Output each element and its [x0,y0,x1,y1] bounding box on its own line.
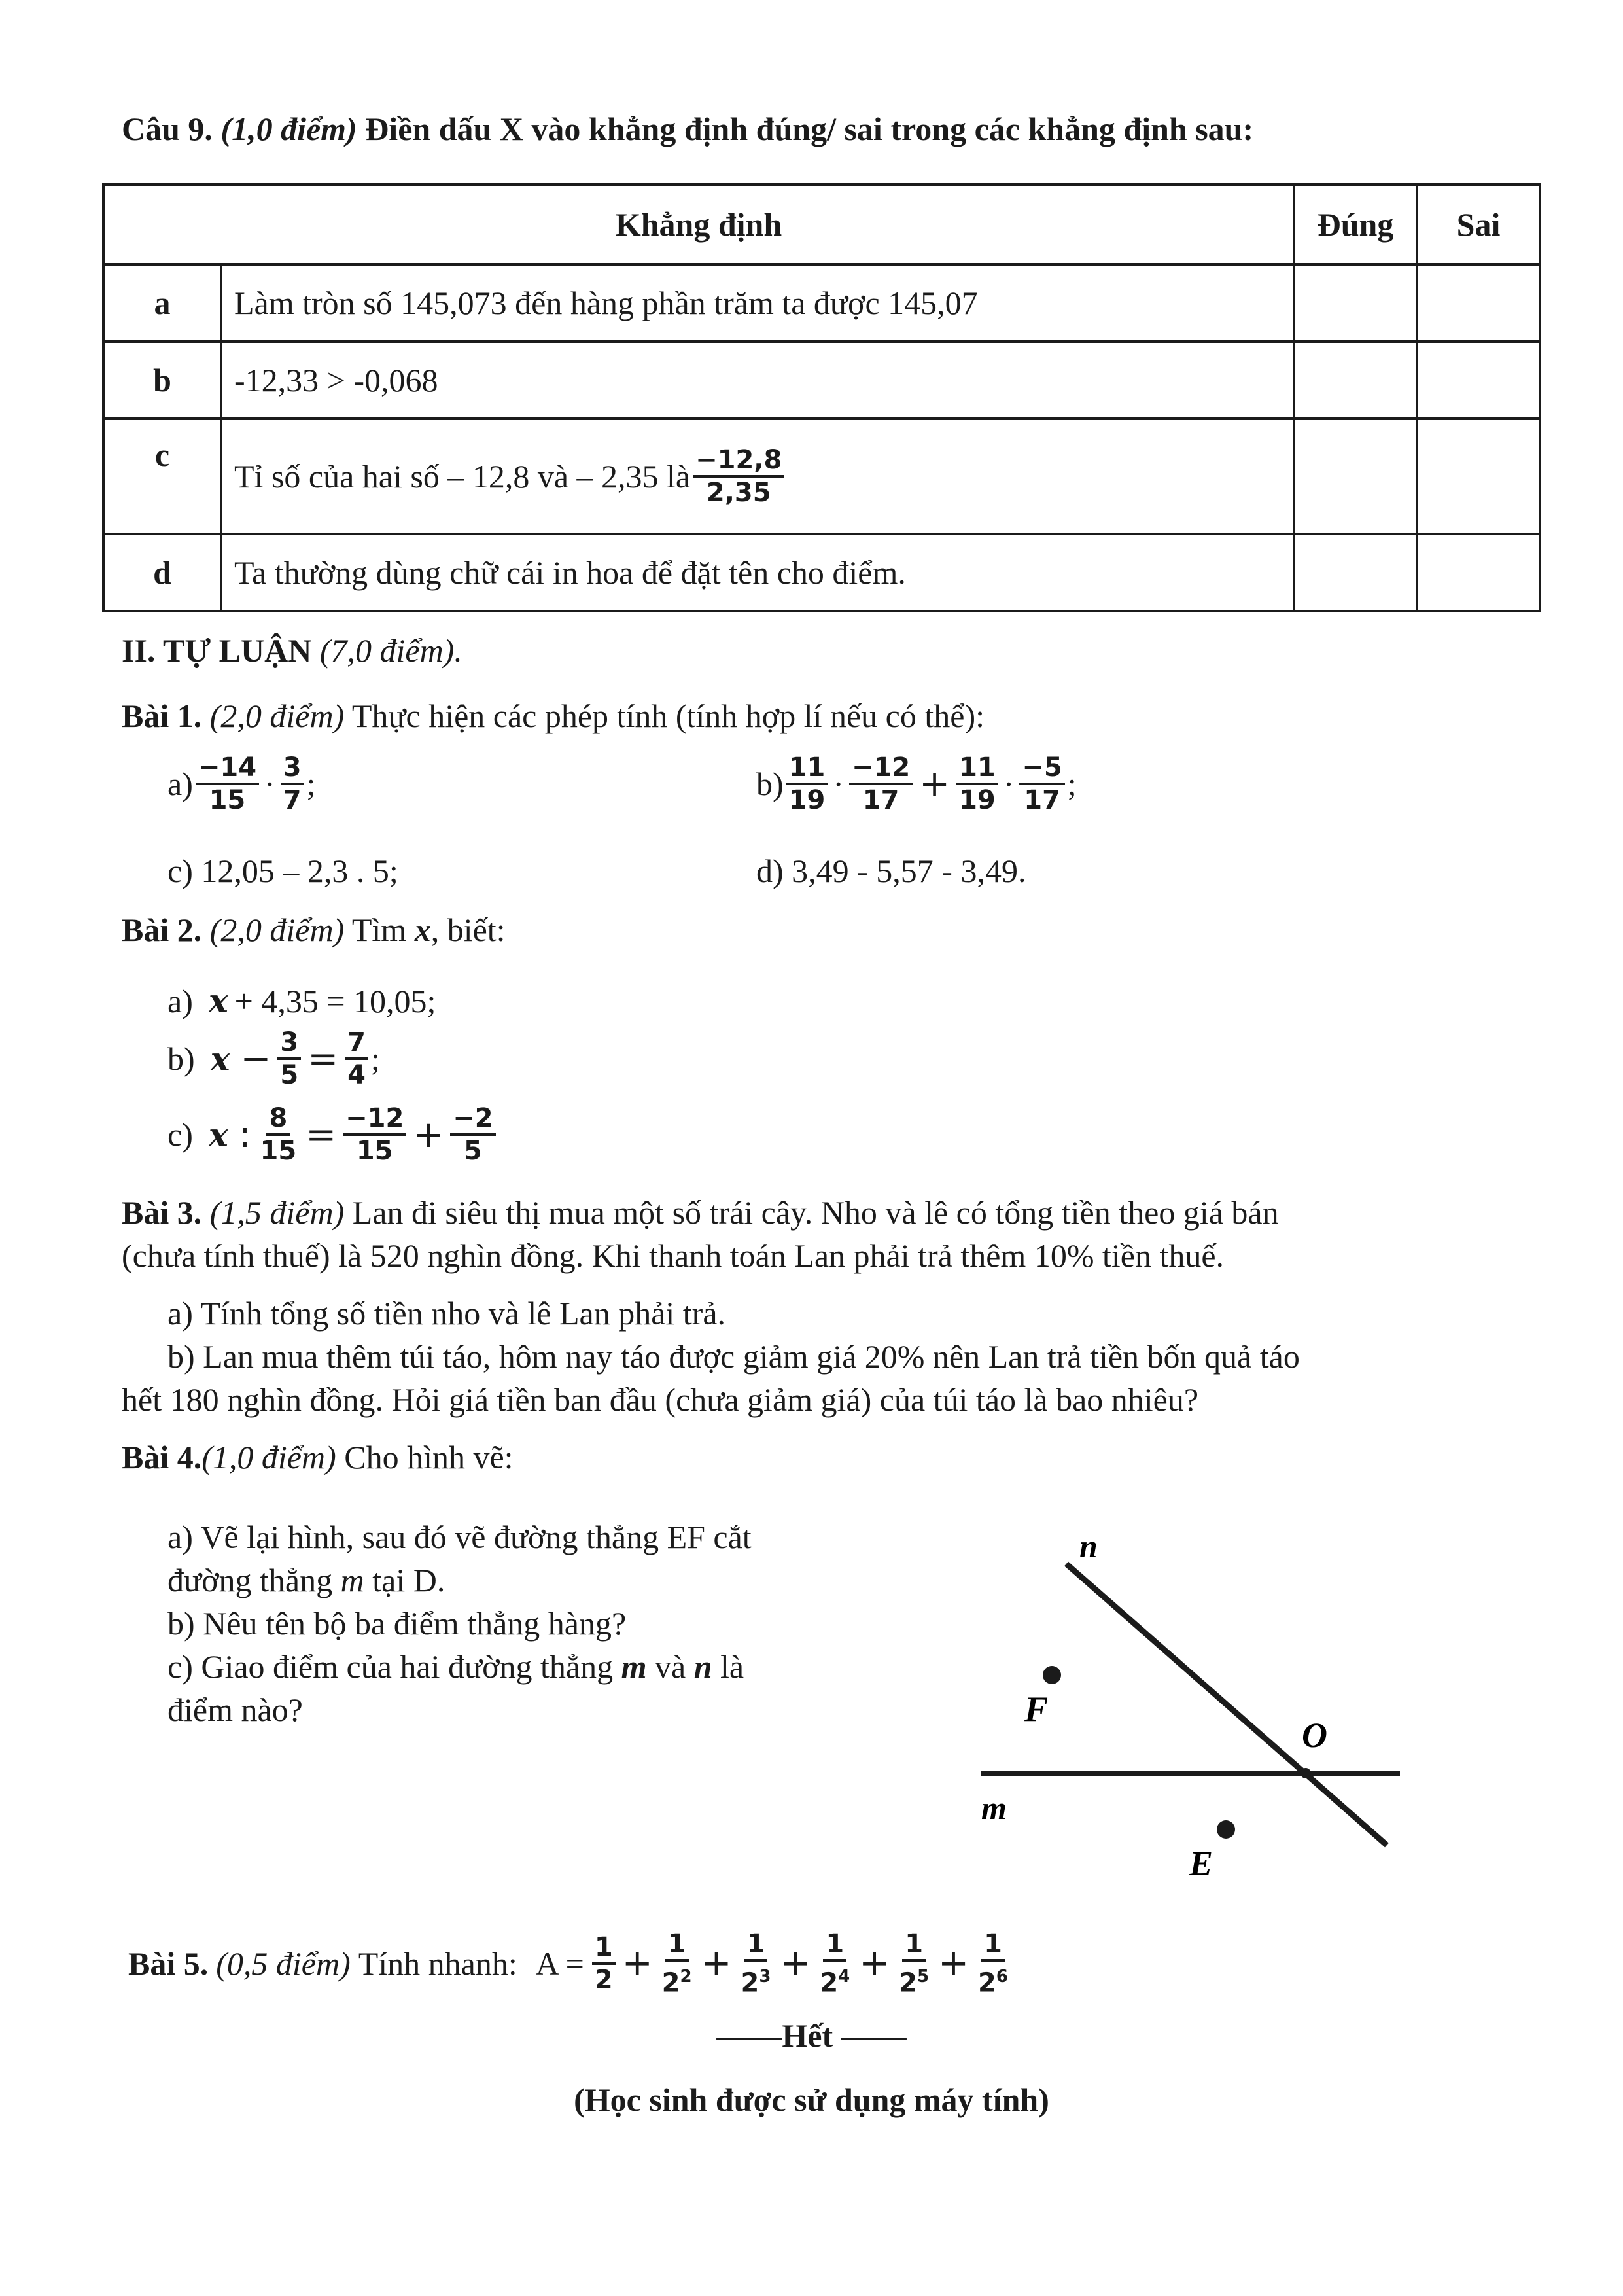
table-header-row [103,185,1540,264]
table-row: d Ta thường dùng chữ cái in hoa để đặt tên cho điểm. [103,534,1540,611]
exercise-3a: a) Tính tổng số tiền nho và lê Lan phải trả. [167,1295,726,1332]
exercise-3-line2: (chưa tính thuế) là 520 nghìn đồng. Khi thanh toán Lan phải trả thêm 10% tiền thuế. [122,1237,1225,1274]
exercise-4a-line2: đường thẳng m tại D. [167,1562,445,1598]
point-F [1043,1666,1061,1684]
exercise-2a: a) x + 4,35 = 10,05; [167,981,436,1020]
answer-true-d[interactable] [1294,534,1417,611]
point-E [1217,1820,1235,1839]
part-2-title: II. TỰ LUẬN (7,0 điểm). [122,632,462,669]
table-row: a Làm tròn số 145,073 đến hàng phần trăm ta được 145,07 [103,264,1540,342]
exercise-3-line1: Bài 3. (1,5 điểm) Lan đi siêu thị mua một số trái cây. Nho và lê có tổng tiền theo giá bán [122,1194,1279,1231]
label-n: n [1079,1528,1098,1564]
exercise-3b-line1: b) Lan mua thêm túi táo, hôm nay táo được giảm giá 20% nên Lan trả tiền bốn quả táo [167,1338,1300,1375]
exercise-2b: b) x − $\frac{3}{5}$ = $\frac{7}{4}$ ; [167,1027,380,1090]
ratio-fraction: $\frac{-12,8}{2,35}$ [693,445,784,508]
exercise-2-title: Bài 2. (2,0 điểm) Tìm x, biết: [122,911,506,948]
header-false: Sai [1417,185,1540,264]
answer-false-d[interactable] [1417,534,1540,611]
label-E: E [1189,1844,1213,1883]
point-O [1300,1768,1311,1778]
label-F: F [1024,1689,1049,1729]
exercise-1b: b) $\frac{11}{19}$ · $\frac{-12}{17}$ + $\frac{11}{19}$ · $\frac{-5}{17}$ ; [756,752,1077,815]
exercise-5: Bài 5. (0,5 điểm) Tính nhanh: A = $\frac{1}{2}$ + $\frac{1}{2^2}$ + $\frac{1}{2^3}$ + $\frac{1}{2^4}$ + $\frac{1}{2^5}$ + $\frac{1}{2^6}$ [128,1929,1008,1998]
table-row: c Tỉ số của hai số – 12,8 và – 2,35 là $\frac{-12,8}{2,35}$ [103,419,1540,534]
end-marker: ——Hết —— [716,2017,907,2054]
line-n [1066,1564,1387,1845]
label-O: O [1302,1716,1327,1755]
exercise-1c: c) 12,05 – 2,3 . 5; [167,853,398,889]
answer-true-a[interactable] [1294,264,1417,342]
answer-false-c[interactable] [1417,419,1540,534]
exercise-1-title: Bài 1. (2,0 điểm) Thực hiện các phép tính (tính hợp lí nếu có thể): [122,698,985,734]
answer-true-c[interactable] [1294,419,1417,534]
exercise-3b-line2: hết 180 nghìn đồng. Hỏi giá tiền ban đầu (chưa giảm giá) của túi táo là bao nhiêu? [122,1381,1199,1418]
true-false-table [102,183,1541,612]
table-row: b -12,33 > -0,068 [103,342,1540,419]
exercise-4c-line1: c) Giao điểm của hai đường thẳng m và n là [167,1648,744,1685]
header-statement: Khẳng định [103,185,1294,264]
label-m: m [981,1790,1007,1826]
exercise-1a: a) $\frac{-14}{15}$ · $\frac{3}{7}$ ; [167,752,316,815]
header-true: Đúng [1294,185,1417,264]
exercise-4-title: Bài 4.(1,0 điểm) Cho hình vẽ: [122,1439,514,1475]
answer-true-b[interactable] [1294,342,1417,419]
geometry-figure [955,1505,1426,1911]
question-9-title: Câu 9. (1,0 điểm) Điền dấu X vào khẳng định đúng/ sai trong các khẳng định sau: [122,111,1254,147]
calculator-note: (Học sinh được sử dụng máy tính) [574,2081,1049,2118]
exercise-4b: b) Nêu tên bộ ba điểm thẳng hàng? [167,1605,627,1642]
exercise-4c-line2: điểm nào? [167,1691,303,1728]
exercise-1d: d) 3,49 - 5,57 - 3,49. [756,853,1026,889]
answer-false-b[interactable] [1417,342,1540,419]
answer-false-a[interactable] [1417,264,1540,342]
exercise-4a-line1: a) Vẽ lại hình, sau đó vẽ đường thẳng EF cắt [167,1519,752,1555]
exercise-2c: c) x : $\frac{8}{15}$ = $\frac{-12}{15}$ + $\frac{-2}{5}$ [167,1103,498,1166]
